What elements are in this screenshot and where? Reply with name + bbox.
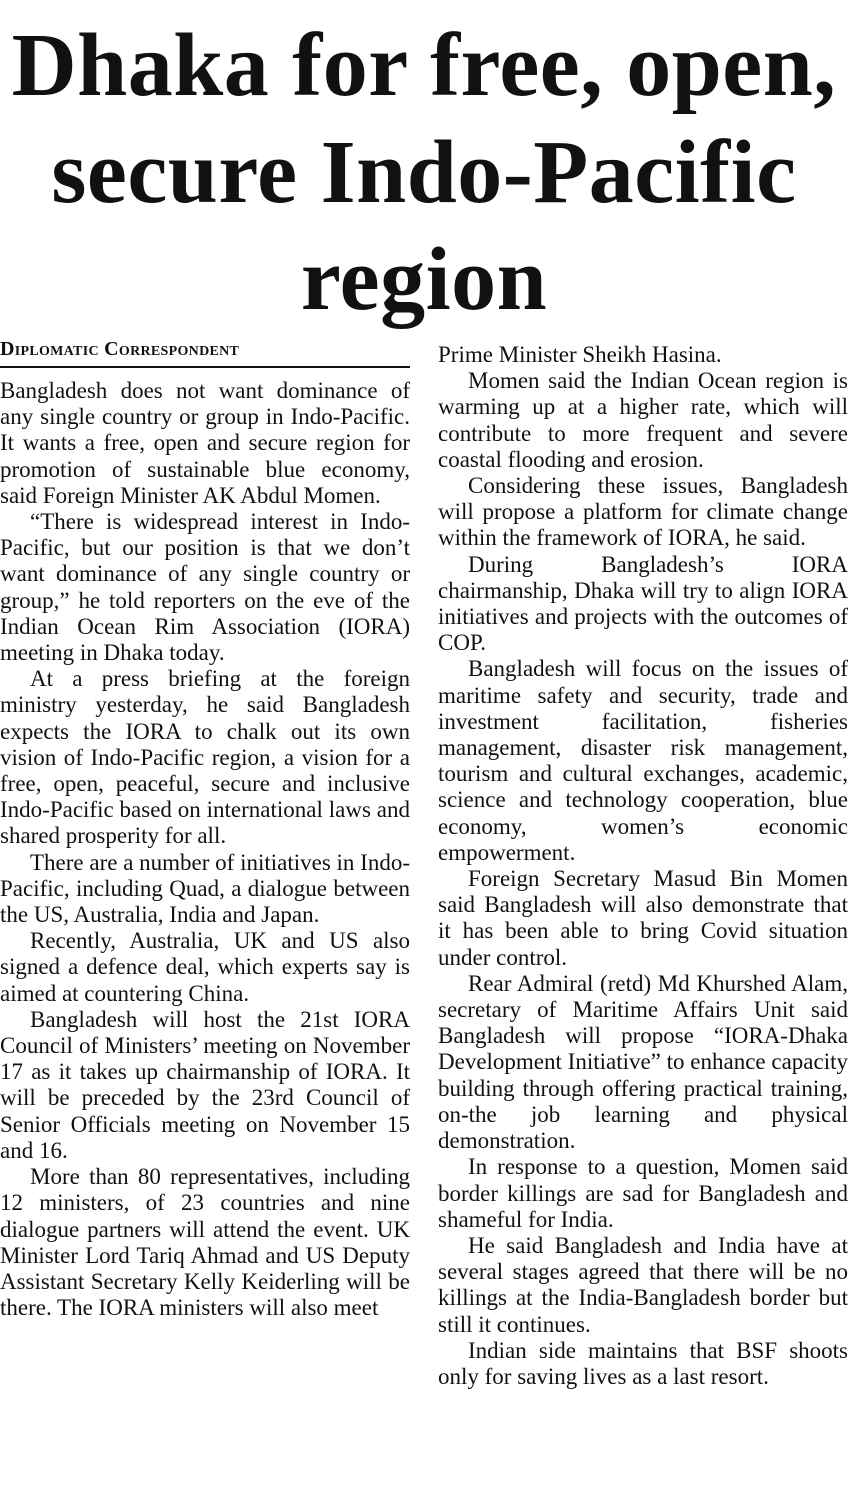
byline: Diplomatic Correspondent <box>0 338 410 368</box>
paragraph: Bangladesh does not want dominance of any single country or group in Indo-Pacific. It wants a free, open and secure region for promotion of sustainable blue economy, said Foreign Minister AK Abdul Momen. <box>0 378 410 508</box>
paragraph: During Bangladesh’s IORA chairmanship, Dhaka will try to align IORA initiatives and projects with the outcomes of COP. <box>438 551 848 656</box>
headline: Dhaka for free, open, secure Indo-Pacific region <box>11 16 837 329</box>
paragraph: He said Bangladesh and India have at several stages agreed that there will be no killings at the India-Bangladesh border but still it continues. <box>438 1232 848 1337</box>
paragraph: Considering these issues, Bangladesh will propose a platform for climate change within the framework of IORA, he said. <box>438 473 848 551</box>
left-column <box>0 338 410 1321</box>
paragraph: In response to a question, Momen said border killings are sad for Bangladesh and shameful for India. <box>438 1154 848 1232</box>
paragraph: Indian side maintains that BSF shoots only for saving lives as a last resort. <box>438 1337 848 1389</box>
paragraph: Rear Admiral (retd) Md Khurshed Alam, secretary of Maritime Affairs Unit said Bangladesh will propose “IORA-Dhaka Development Initiative” to enhance capacity building through offering practical training, on-the job learning and physical demonstration. <box>438 970 848 1154</box>
paragraph: Foreign Secretary Masud Bin Momen said Bangladesh will also demonstrate that it has been able to bring Covid situation under control. <box>438 866 848 970</box>
paragraph-continuation: Prime Minister Sheikh Hasina. <box>438 342 722 367</box>
paragraph: More than 80 representatives, including 12 ministers, of 23 countries and nine dialogue partners will attend the event. UK Minister Lord Tariq Ahmad and US Deputy Assistant Secretary Kelly Keiderling will be there. The IORA ministers will also meet <box>0 1164 410 1321</box>
paragraph: Bangladesh will host the 21st IORA Council of Ministers’ meeting on November 17 as it takes up chairmanship of IORA. It will be preceded by the 23rd Council of Senior Officials meeting on November 15 and 16. <box>0 1006 410 1163</box>
paragraph: Momen said the Indian Ocean region is warming up at a higher rate, which will contribute to more frequent and severe coastal flooding and erosion. <box>438 368 848 472</box>
paragraph: At a press briefing at the foreign ministry yesterday, he said Bangladesh expects the IORA to chalk out its own vision of Indo-Pacific region, a vision for a free, open, peaceful, secure and inclusive Indo-Pacific based on international laws and shared prosperity for all. <box>0 666 410 849</box>
paragraph: “There is widespread interest in Indo-Pacific, but our position is that we don’t want dominance of any single country or group,” he told reporters on the eve of the Indian Ocean Rim Association (IORA) meeting in Dhaka today. <box>0 509 410 666</box>
right-column <box>438 342 848 1390</box>
paragraph: Bangladesh will focus on the issues of maritime safety and security, trade and investment facilitation, fisheries management, disaster risk management, tourism and cultural exchanges, academic, science and technology cooperation, blue economy, women’s economic empowerment. <box>438 656 848 865</box>
paragraph: There are a number of initiatives in Indo-Pacific, including Quad, a dialogue between the US, Australia, India and Japan. <box>0 849 410 928</box>
paragraph: Recently, Australia, UK and US also signed a defence deal, which experts say is aimed at countering China. <box>0 928 410 1006</box>
